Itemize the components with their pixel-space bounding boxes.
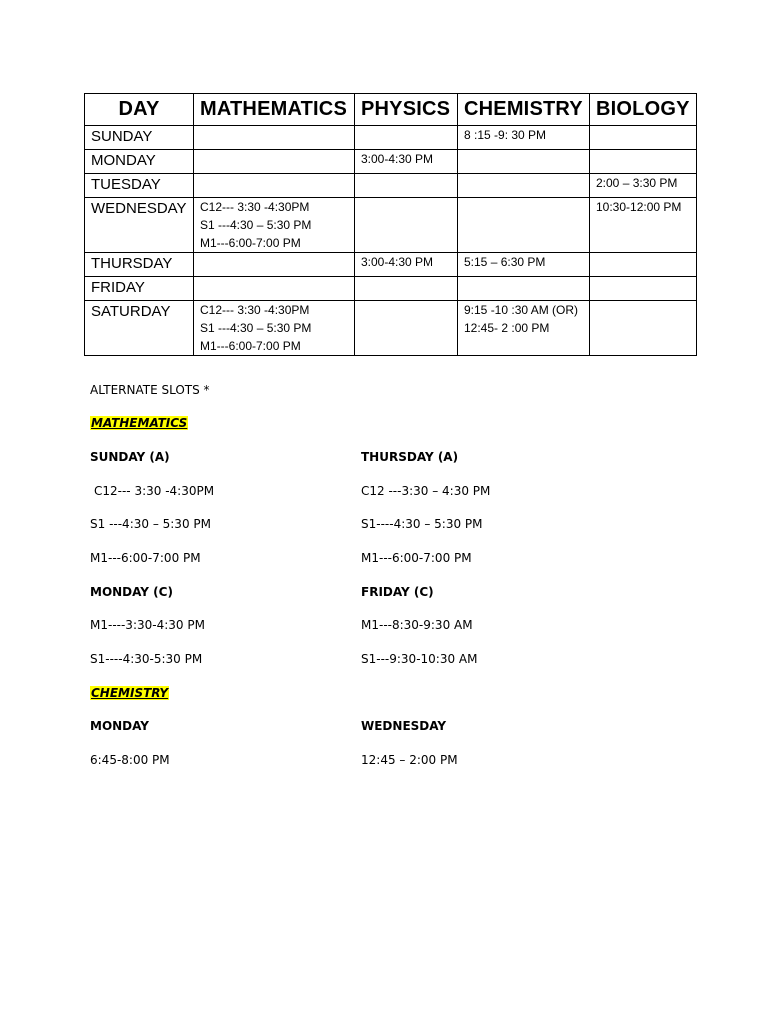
- physics-cell: [355, 126, 458, 150]
- chemistry-heading-text: CHEMISTRY: [91, 686, 169, 700]
- mathematics-cell: [194, 301, 355, 356]
- biology-cell: [590, 126, 697, 150]
- mathematics-cell: [194, 198, 355, 253]
- mathematics-cell: [194, 174, 355, 198]
- day-cell: SATURDAY: [85, 301, 194, 356]
- chemistry-cell: [458, 198, 590, 253]
- chemistry-cell: [458, 150, 590, 174]
- header-physics: PHYSICS: [355, 94, 458, 126]
- mathematics-cell: [194, 277, 355, 301]
- day-cell: TUESDAY: [85, 174, 194, 198]
- friday-s1-slot: S1---9:30-10:30 AM: [361, 652, 478, 666]
- chemistry-cell: [458, 277, 590, 301]
- biology-cell: [590, 174, 697, 198]
- physics-cell: [355, 277, 458, 301]
- thursday-m1-slot: M1---6:00-7:00 PM: [361, 551, 472, 565]
- friday-m1-slot: M1---8:30-9:30 AM: [361, 618, 473, 632]
- physics-cell: [355, 198, 458, 253]
- timetable: [84, 93, 697, 356]
- time-slot: S1 ---4:30 – 5:30 PM: [200, 321, 312, 335]
- thursday-a-label: THURSDAY (A): [361, 450, 459, 464]
- table-row: [85, 150, 697, 174]
- monday-m1-slot: M1----3:30-4:30 PM: [90, 618, 205, 632]
- time-slot: 9:15 -10 :30 AM (OR): [464, 303, 579, 317]
- mathematics-heading-text: MATHEMATICS: [91, 416, 188, 430]
- sunday-a-label: SUNDAY (A): [90, 450, 170, 464]
- time-slot: 5:15 – 6:30 PM: [464, 255, 546, 269]
- biology-cell: [590, 150, 697, 174]
- table-row: [85, 198, 697, 253]
- chem-monday-label: MONDAY: [90, 719, 149, 733]
- thursday-s1-slot: S1----4:30 – 5:30 PM: [361, 517, 483, 531]
- time-slot: 2:00 – 3:30 PM: [596, 176, 678, 190]
- day-cell: FRIDAY: [85, 277, 194, 301]
- chemistry-cell: [458, 126, 590, 150]
- physics-cell: [355, 150, 458, 174]
- alternate-slots-title: ALTERNATE SLOTS *: [90, 383, 210, 397]
- monday-s1-slot: S1----4:30-5:30 PM: [90, 652, 203, 666]
- biology-cell: [590, 198, 697, 253]
- header-day: DAY: [85, 94, 194, 126]
- friday-c-label: FRIDAY (C): [361, 585, 434, 599]
- time-slot: C12--- 3:30 -4:30PM: [200, 303, 310, 317]
- time-slot: 3:00-4:30 PM: [361, 255, 434, 269]
- biology-cell: [590, 301, 697, 356]
- day-cell: THURSDAY: [85, 253, 194, 277]
- chem-wednesday-slot: 12:45 – 2:00 PM: [361, 753, 458, 767]
- mathematics-cell: [194, 253, 355, 277]
- day-cell: MONDAY: [85, 150, 194, 174]
- chemistry-cell: [458, 253, 590, 277]
- biology-cell: [590, 253, 697, 277]
- table-row: [85, 301, 697, 356]
- table-row: [85, 253, 697, 277]
- physics-cell: [355, 174, 458, 198]
- header-mathematics: MATHEMATICS: [194, 94, 355, 126]
- time-slot: S1 ---4:30 – 5:30 PM: [200, 218, 312, 232]
- time-slot: C12--- 3:30 -4:30PM: [200, 200, 310, 214]
- header-row: [85, 94, 697, 126]
- physics-cell: [355, 301, 458, 356]
- chem-wednesday-label: WEDNESDAY: [361, 719, 447, 733]
- mathematics-cell: [194, 126, 355, 150]
- biology-cell: [590, 277, 697, 301]
- monday-c-label: MONDAY (C): [90, 585, 173, 599]
- sunday-c12-slot: C12--- 3:30 -4:30PM: [94, 484, 215, 498]
- mathematics-cell: [194, 150, 355, 174]
- day-cell: WEDNESDAY: [85, 198, 194, 253]
- table-row: [85, 174, 697, 198]
- time-slot: M1---6:00-7:00 PM: [200, 236, 301, 250]
- physics-cell: [355, 253, 458, 277]
- time-slot: M1---6:00-7:00 PM: [200, 339, 301, 353]
- sunday-m1-slot: M1---6:00-7:00 PM: [90, 551, 201, 565]
- day-cell: SUNDAY: [85, 126, 194, 150]
- header-chemistry: CHEMISTRY: [458, 94, 590, 126]
- table-row: [85, 277, 697, 301]
- sunday-s1-slot: S1 ---4:30 – 5:30 PM: [90, 517, 211, 531]
- chemistry-cell: [458, 174, 590, 198]
- thursday-c12-slot: C12 ---3:30 – 4:30 PM: [361, 484, 491, 498]
- table-row: [85, 126, 697, 150]
- chem-monday-slot: 6:45-8:00 PM: [90, 753, 170, 767]
- mathematics-heading: [90, 416, 188, 430]
- time-slot: 10:30-12:00 PM: [596, 200, 682, 214]
- time-slot: 12:45- 2 :00 PM: [464, 321, 550, 335]
- chemistry-cell: [458, 301, 590, 356]
- time-slot: 8 :15 -9: 30 PM: [464, 128, 547, 142]
- time-slot: 3:00-4:30 PM: [361, 152, 434, 166]
- chemistry-heading: [90, 686, 169, 700]
- header-biology: BIOLOGY: [590, 94, 697, 126]
